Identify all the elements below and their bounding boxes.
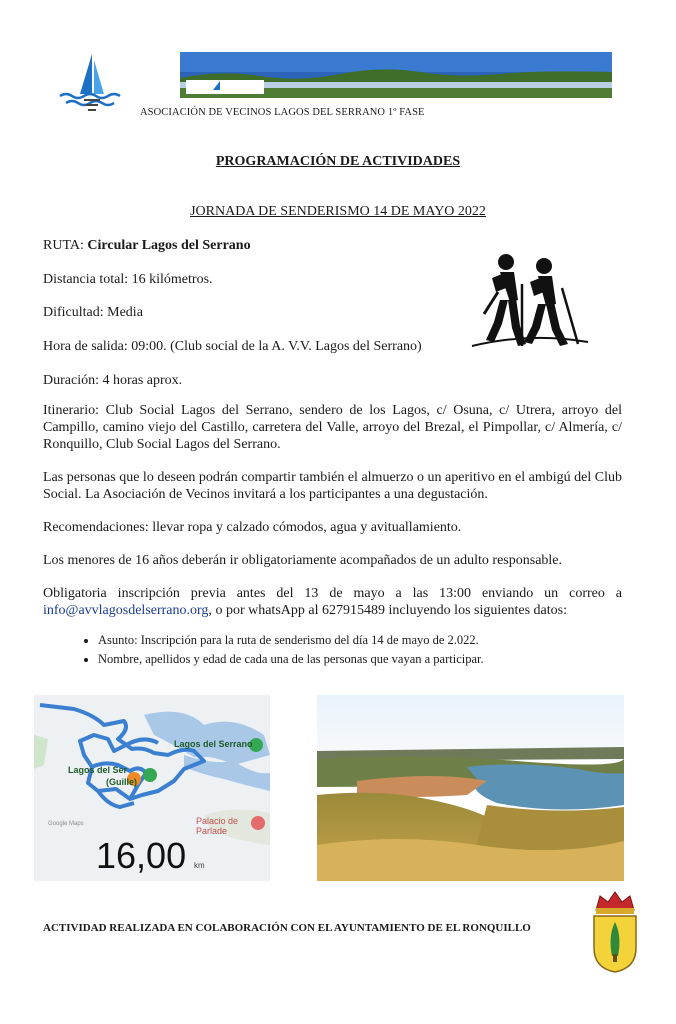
header-banner [180,52,612,98]
page-subtitle: JORNADA DE SENDERISMO 14 DE MAYO 2022 [190,204,486,219]
start-time-line: Hora de salida: 09:00. (Club social de la A. V.V. Lagos del Serrano) [43,339,422,354]
difficulty-line: Dificultad: Media [43,305,143,320]
association-name: ASOCIACIÓN DE VECINOS LAGOS DEL SERRANO 1º FASE [140,107,425,118]
map-label-lagos-guille: Lagos del Ser [68,765,128,775]
lake-landscape-photo [317,695,624,881]
footer-collaboration: ACTIVIDAD REALIZADA EN COLABORACIÓN CON EL AYUNTAMIENTO DE EL RONQUILLO [43,922,531,934]
hikers-icon [470,248,590,358]
registration-text-after: , o por whatsApp al 627915489 incluyendo los siguientes datos: [208,603,567,618]
map-attribution: Google Maps [48,821,84,827]
required-data-list [80,631,638,669]
list-item: • Asunto: Inscripción para la ruta de senderismo del día 14 de mayo de 2.022. [98,631,638,650]
map-distance-unit: km [194,861,205,870]
minors-line: Los menores de 16 años deberán ir obligatoriamente acompañados de un adulto responsable. [43,553,563,568]
recommendations-line: Recomendaciones: llevar ropa y calzado cómodos, agua y avituallamiento. [43,520,462,535]
coat-of-arms-icon [590,890,640,974]
map-label-guille: (Guille) [106,777,137,787]
lunch-paragraph: Las personas que lo deseen podrán compartir también el almuerzo o un aperitivo en el ambigú del Club Social. La Asociación de Vecinos invitará a los participantes a una degustación. [43,470,622,502]
itinerary-paragraph: Itinerario: Club Social Lagos del Serrano, sendero de los Lagos, c/ Osuna, c/ Utrera, arroyo del Campillo, camino viejo del Castillo, carretera del Valle, arroyo del Brezal, el Pimpollar, c/ Almería, c/ Ronquillo, Club Social Lagos del Serrano. [43,403,622,452]
association-logo [56,50,126,120]
page-title: PROGRAMACIÓN DE ACTIVIDADES [215,154,461,169]
registration-paragraph [43,585,622,619]
distance-line: Distancia total: 16 kilómetros. [43,272,213,287]
route-value: Circular Lagos del Serrano [87,238,251,253]
route-map [34,695,270,881]
registration-email-link[interactable]: info@avvlagosdelserrano.org [43,603,209,618]
map-distance-value: 16,00 [96,835,187,876]
route-line [43,237,251,254]
map-label-palacio: Palacio de Parlade [196,816,239,836]
list-item: • Nombre, apellidos y edad de cada una de las personas que vayan a participar. [98,650,638,669]
route-label: RUTA: [43,238,88,253]
registration-text-before: Obligatoria inscripción previa antes del 13 de mayo a las 13:00 enviando un correo a [43,586,622,601]
duration-line: Duración: 4 horas aprox. [43,373,183,388]
map-label-lagos: Lagos del Serrano [174,739,253,749]
